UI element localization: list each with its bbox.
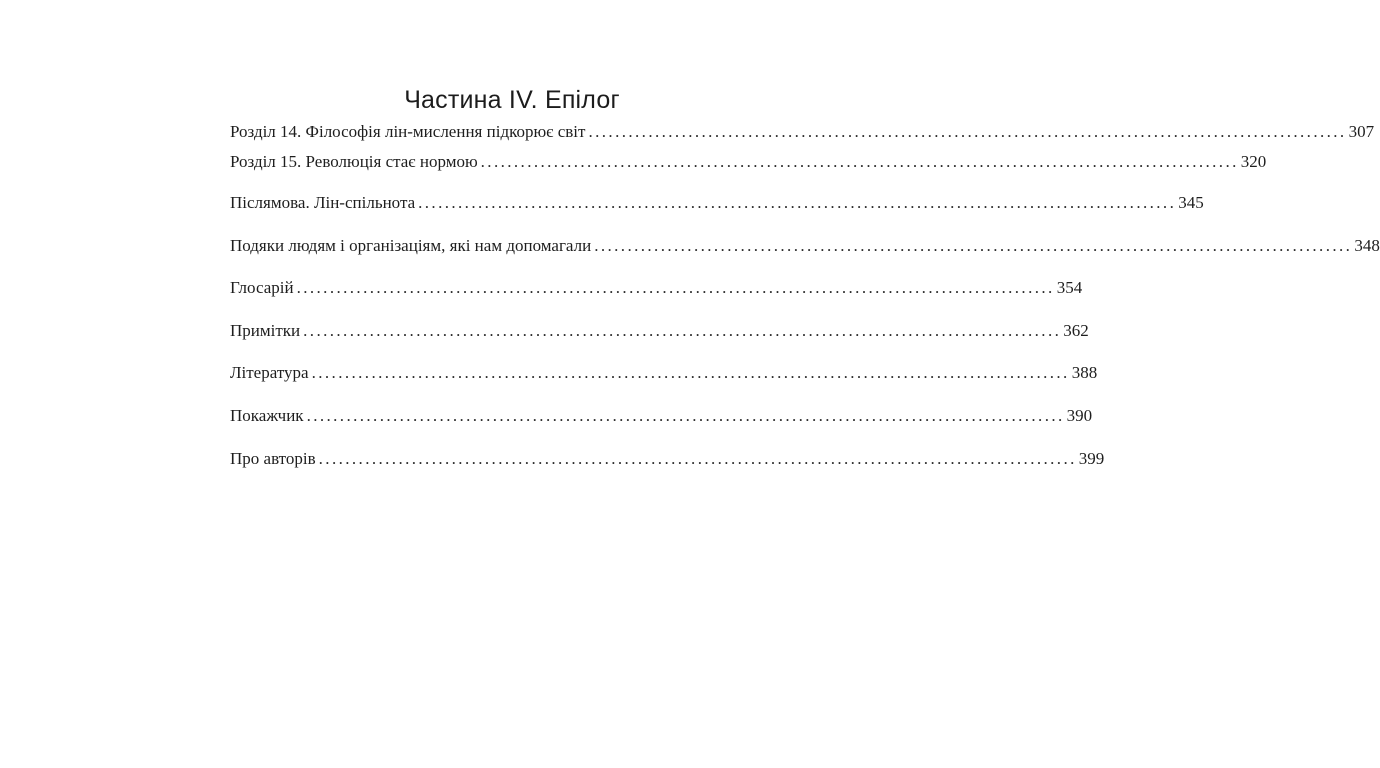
toc-entry-page: 399 <box>1078 449 1105 468</box>
toc-entry-page: 345 <box>1178 193 1204 212</box>
toc-entry-label: Примітки <box>230 321 301 340</box>
toc-entry-label: Покажчик <box>230 406 304 425</box>
toc-entry-label: Подяки людям і організаціям, які нам допомагали <box>230 236 592 255</box>
toc-dot-leader: .................................................................................................................. <box>306 406 1065 425</box>
toc-entry-literature <box>230 363 1098 383</box>
toc-entry-page: 390 <box>1066 406 1093 425</box>
toc-entry-notes <box>230 321 1089 341</box>
toc-entry-page: 354 <box>1056 278 1083 297</box>
toc-dot-leader: .................................................................................................................. <box>311 363 1070 382</box>
toc-entry-label: Розділ 15. Революція стає нормою <box>230 152 478 171</box>
toc-entry-chapter-15 <box>230 152 1267 172</box>
toc-entry-page: 388 <box>1071 363 1098 382</box>
toc-entry-label: Література <box>230 363 309 382</box>
toc-entry-label: Післямова. Лін-спільнота <box>230 193 416 212</box>
toc-entry-page: 307 <box>1348 122 1375 141</box>
toc-entry-label: Розділ 14. Філософія лін-мислення підкорює світ <box>230 122 586 141</box>
toc-entry-chapter-14 <box>230 122 1375 142</box>
toc-dot-leader: .................................................................................................................. <box>480 152 1239 171</box>
toc-entry-page: 362 <box>1063 321 1089 340</box>
toc-entry-label: Глосарій <box>230 278 294 297</box>
toc-dot-leader: .................................................................................................................. <box>303 321 1062 340</box>
toc-entry-acknowledgements <box>230 236 1380 256</box>
toc-dot-leader: .................................................................................................................. <box>594 236 1353 255</box>
toc-dot-leader: .................................................................................................................. <box>418 193 1177 212</box>
toc-dot-leader: .................................................................................................................. <box>318 449 1077 468</box>
toc-entry-afterword <box>230 193 1204 213</box>
toc-entry-page: 348 <box>1354 236 1380 255</box>
toc-dot-leader: .................................................................................................................. <box>296 278 1055 297</box>
toc-entry-label: Про авторів <box>230 449 316 468</box>
toc-entry-glossary <box>230 278 1083 298</box>
toc-dot-leader: .................................................................................................................. <box>588 122 1347 141</box>
toc-entry-page: 320 <box>1240 152 1267 171</box>
toc-entry-index <box>230 406 1093 426</box>
part-title: Частина IV. Епілог <box>404 86 620 114</box>
toc-entry-about-authors <box>230 449 1105 469</box>
